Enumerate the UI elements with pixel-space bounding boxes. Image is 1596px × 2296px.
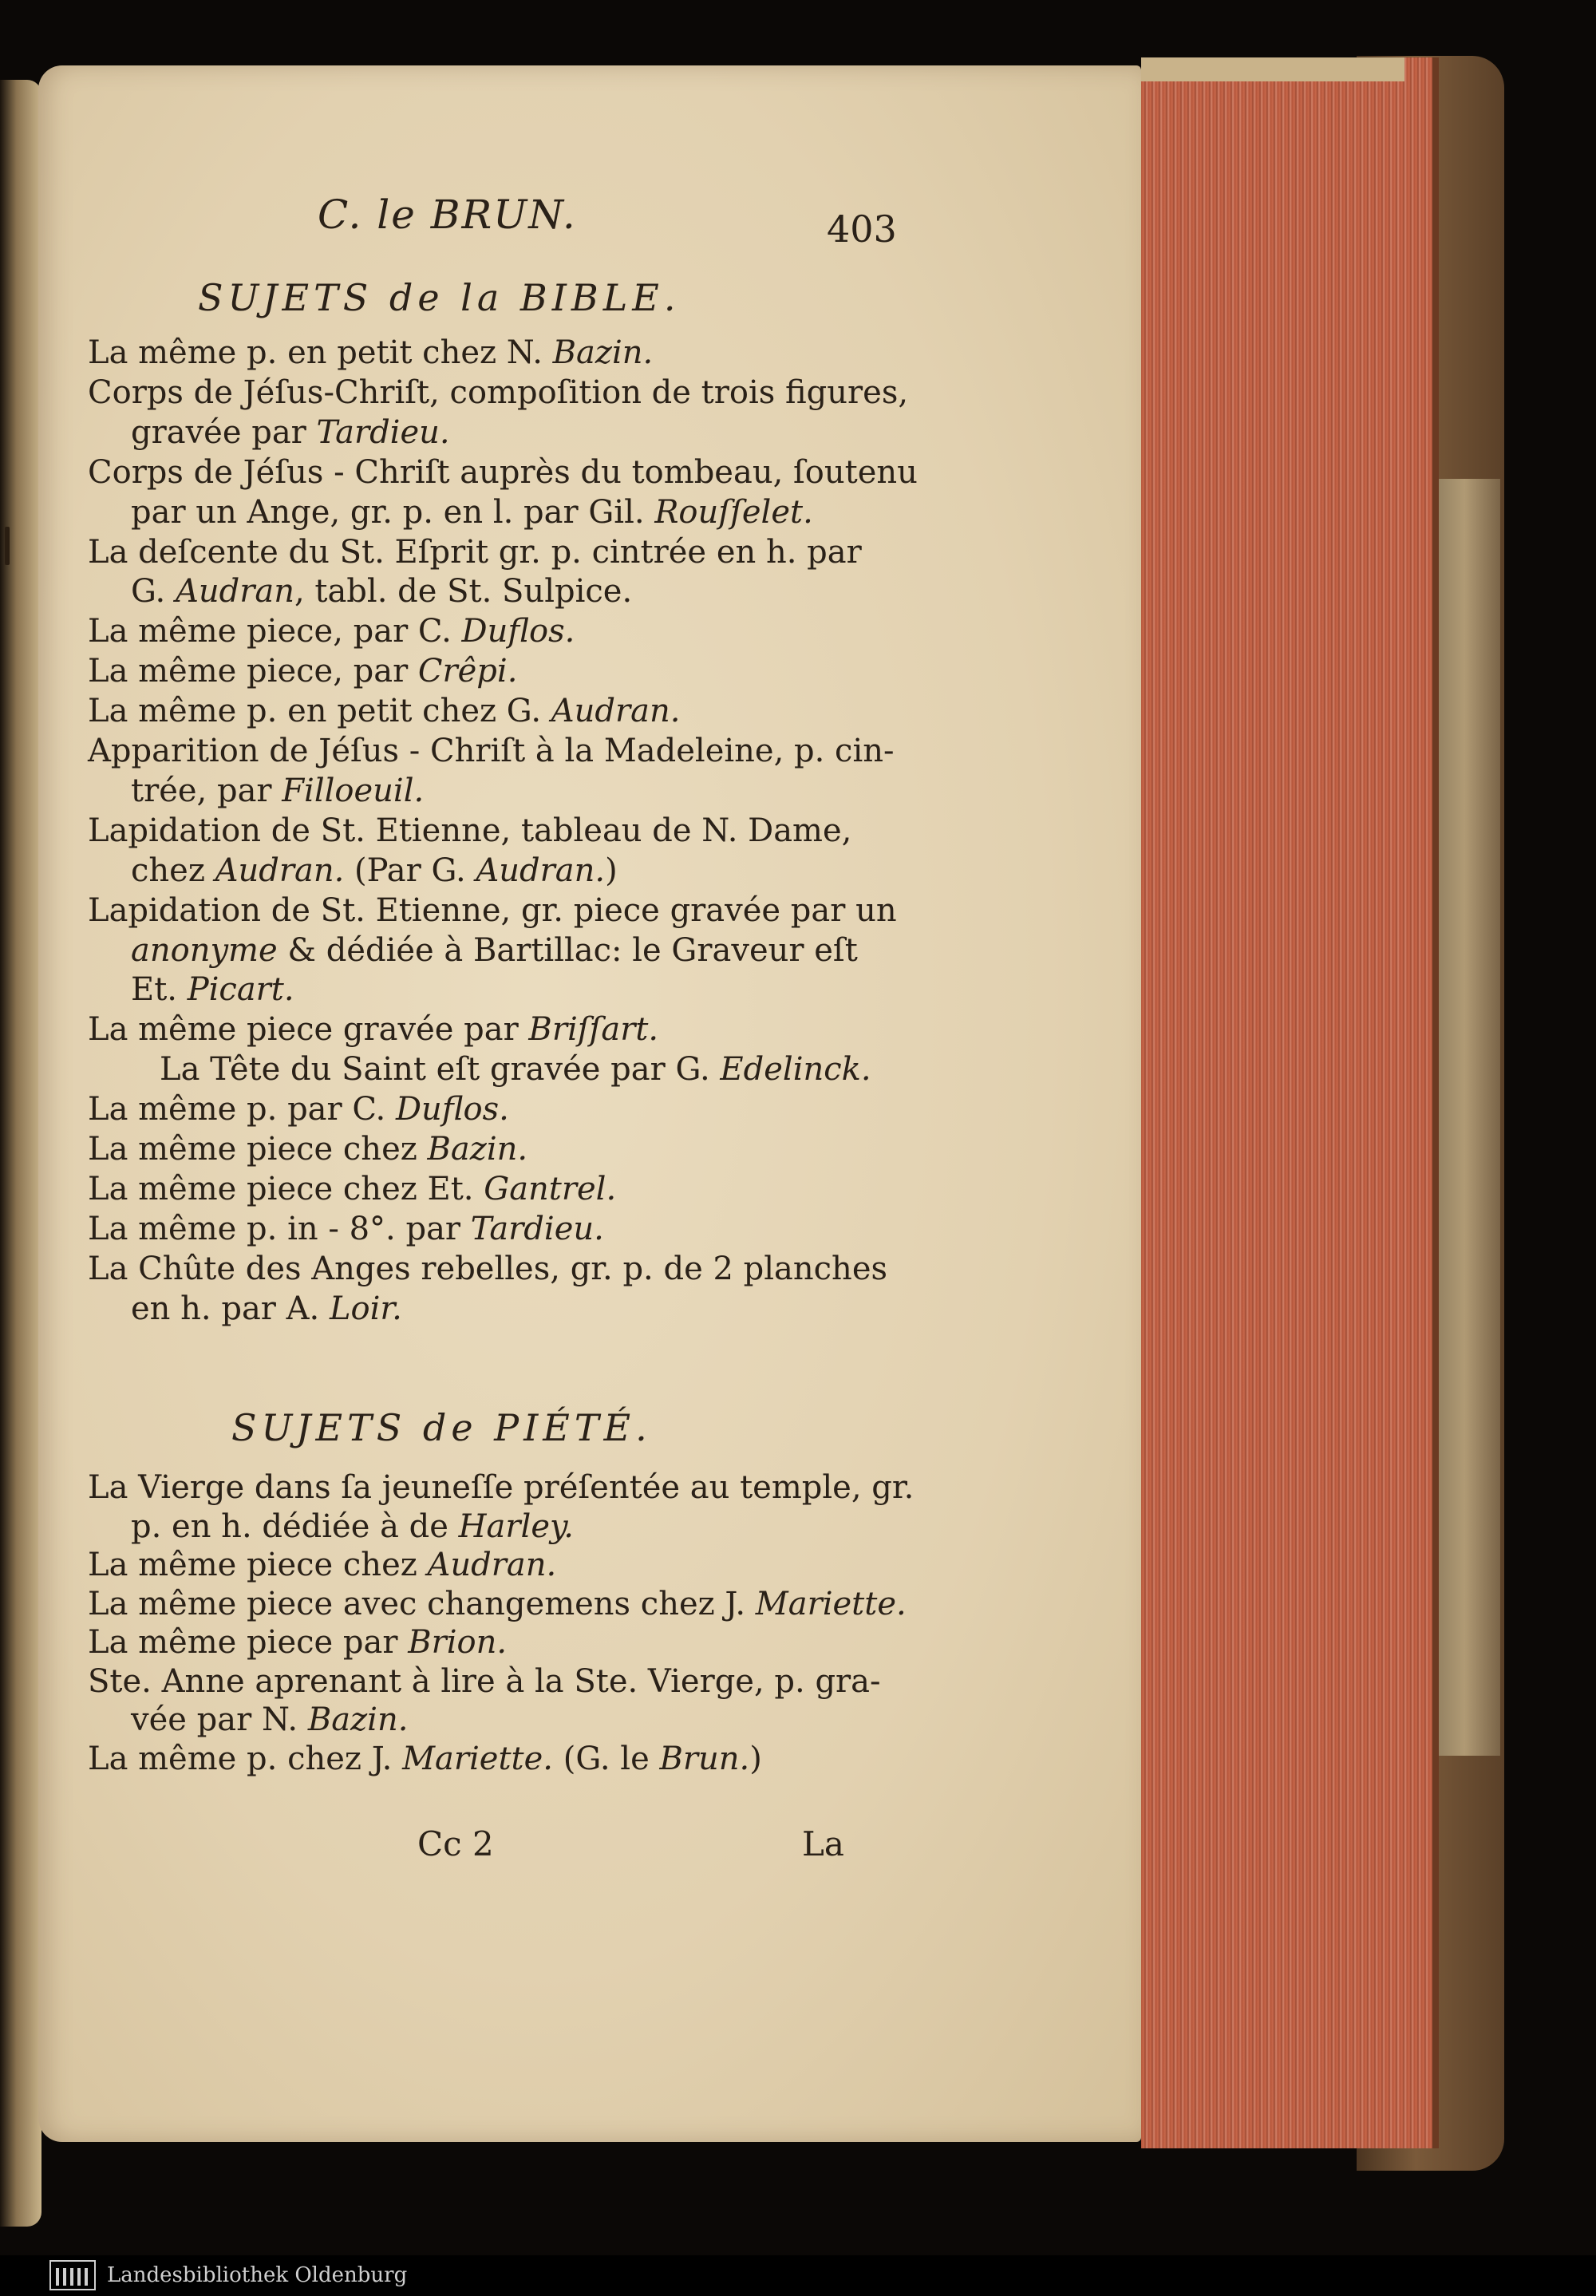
text-line <box>88 533 862 571</box>
text-line <box>88 652 517 690</box>
text-span: Audran. <box>215 852 345 889</box>
text-span: Audran. <box>476 852 606 889</box>
text-span: Harley. <box>458 1508 574 1545</box>
text-span: Briſſart. <box>528 1011 659 1049</box>
text-span: La même p. en petit chez G. <box>88 693 551 730</box>
text-span: par un Ange, gr. p. en l. par Gil. <box>131 493 655 531</box>
text-span: La Tête du Saint eſt gravée par G. <box>160 1051 721 1089</box>
text-span: La même piece chez Et. <box>88 1170 484 1207</box>
text-span: Ste. Anne aprenant à lire à la Ste. Vierge, p. gra- <box>88 1662 881 1700</box>
text-span: p. en h. dédiée à de <box>131 1508 459 1545</box>
text-line <box>88 692 680 730</box>
text-line <box>131 572 632 611</box>
text-line <box>131 852 618 890</box>
text-line <box>131 1290 402 1328</box>
text-line <box>88 1010 658 1049</box>
text-span: ) <box>605 852 618 889</box>
text-span: La même piece chez <box>88 1547 428 1583</box>
text-line <box>88 1662 881 1701</box>
text-span: Duflos. <box>395 1091 509 1128</box>
text-span: La même p. in - 8°. par <box>88 1210 471 1247</box>
text-line <box>88 334 653 372</box>
text-span: Bazin. <box>427 1131 528 1168</box>
text-line <box>88 1546 556 1584</box>
library-logo-icon <box>49 2260 96 2290</box>
text-span: Lapidation de St. Etienne, tableau de N. Dame, <box>88 812 852 849</box>
text-line <box>131 970 294 1009</box>
page-number: 403 <box>827 207 897 251</box>
text-span: La même p. par C. <box>88 1091 396 1128</box>
text-line <box>88 1210 604 1248</box>
text-span: (Par G. <box>344 852 476 889</box>
left-page-edge <box>0 80 41 2227</box>
text-line <box>88 453 918 492</box>
text-line <box>131 413 450 452</box>
text-span: Et. <box>131 971 188 1009</box>
text-span: ) <box>749 1740 762 1777</box>
text-span: La même p. chez J. <box>88 1740 403 1777</box>
text-line <box>160 1050 871 1089</box>
text-line <box>88 1623 507 1662</box>
text-span: Crêpi. <box>417 653 518 690</box>
text-line <box>88 1740 762 1778</box>
text-span: Lapidation de St. Etienne, gr. piece gravée par un <box>88 891 897 929</box>
text-line <box>131 931 858 970</box>
running-title: C. le BRUN. <box>318 192 577 238</box>
text-span: La Vierge dans ſa jeuneſſe préſentée au temple, gr. <box>88 1469 915 1506</box>
text-span: Picart. <box>187 971 294 1009</box>
text-span: La même piece chez <box>88 1131 428 1168</box>
text-line <box>131 1508 574 1546</box>
text-line <box>131 772 424 810</box>
text-line <box>131 1701 408 1739</box>
text-line <box>88 732 895 770</box>
text-span: (G. le <box>553 1740 660 1777</box>
text-span: Edelinck. <box>720 1051 871 1089</box>
page-edges-top <box>1141 57 1404 81</box>
text-line <box>88 1250 887 1288</box>
text-span: Audran. <box>427 1547 557 1583</box>
text-span: Tardieu. <box>470 1210 604 1247</box>
text-line <box>131 493 813 532</box>
text-span: Filloeuil. <box>282 772 425 809</box>
text-span: Loir. <box>329 1290 402 1327</box>
text-span: Mariette. <box>755 1585 907 1622</box>
section-title-piete: SUJETS de PIÉTÉ. <box>231 1406 652 1449</box>
book-page <box>38 65 1141 2142</box>
text-span: Apparition de Jéſus - Chriſt à la Madeleine, p. cin- <box>88 733 895 769</box>
page-edges <box>1141 57 1439 2148</box>
text-span: & dédiée à Bartillac: le Graveur eſt <box>277 931 858 969</box>
text-line <box>88 1170 616 1208</box>
text-span: Brun. <box>659 1740 750 1777</box>
text-line <box>88 612 575 650</box>
text-span: La même piece, par C. <box>88 613 462 650</box>
text-span: La Chûte des Anges rebelles, gr. p. de 2 planches <box>88 1250 888 1287</box>
text-span: Duflos. <box>461 613 575 650</box>
signature-mark: Cc 2 <box>417 1824 494 1863</box>
text-span: Tardieu. <box>316 413 450 451</box>
cover-patch <box>1428 479 1500 1756</box>
text-span: Audran. <box>551 693 681 730</box>
catchword: La <box>802 1824 844 1863</box>
text-span: La même piece par <box>88 1624 409 1661</box>
text-span: Corps de Jéſus-Chriſt, compoſition de trois figures, <box>88 373 909 411</box>
text-span: La même piece avec changemens chez J. <box>88 1585 756 1622</box>
text-line <box>88 373 908 412</box>
section-title-bible: SUJETS de la BIBLE. <box>198 276 681 319</box>
text-span: Audran <box>175 573 294 611</box>
text-line <box>88 1130 527 1168</box>
text-line <box>88 891 897 930</box>
text-span: La même piece, par <box>88 653 418 690</box>
text-span: gravée par <box>131 413 317 451</box>
text-span: Brion. <box>408 1624 508 1661</box>
text-span: vée par N. <box>131 1701 308 1738</box>
text-span: La même piece gravée par <box>88 1011 529 1049</box>
text-span: , tabl. de St. Sulpice. <box>294 573 633 611</box>
text-line <box>88 1090 509 1128</box>
library-label: Landesbibliothek Oldenburg <box>107 2263 408 2287</box>
text-span: La même p. en petit chez N. <box>88 334 553 371</box>
text-span: Gantrel. <box>484 1170 617 1207</box>
left-page-mark <box>5 527 10 565</box>
text-span: La deſcente du St. Eſprit gr. p. cintrée en h. par <box>88 533 862 571</box>
text-span: Rouſſelet. <box>654 493 813 531</box>
text-line <box>88 1585 907 1623</box>
text-span: anonyme <box>131 931 278 969</box>
text-span: Corps de Jéſus - Chriſt auprès du tombeau, ſoutenu <box>88 453 918 491</box>
text-span: en h. par A. <box>131 1290 330 1327</box>
text-span: trée, par <box>131 772 282 809</box>
text-span: Mariette. <box>402 1740 553 1777</box>
text-span: G. <box>131 573 176 611</box>
text-span: Bazin. <box>307 1701 409 1738</box>
text-span: chez <box>131 852 215 889</box>
text-line <box>88 1468 914 1507</box>
text-span: Bazin. <box>552 334 654 371</box>
text-line <box>88 812 851 850</box>
